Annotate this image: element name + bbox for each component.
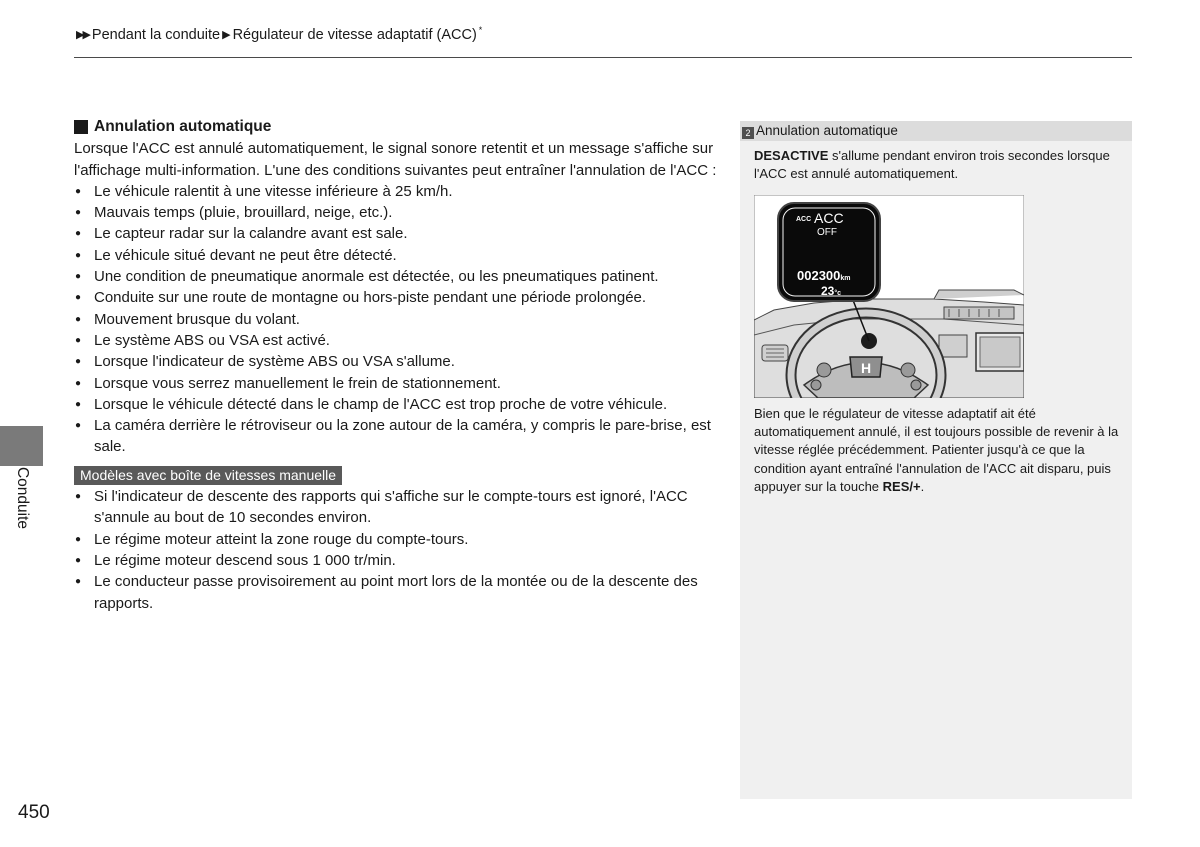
page-number: 450 <box>18 802 50 823</box>
sidebar-note-box <box>740 121 1132 799</box>
resume-note-text: Bien que le régulateur de vitesse adaptatif ait été automatiquement annulé, il est toujours possible de revenir à la vitesse réglée précédemment. Patienter jusqu'à ce que la condition ayant entraîné l'annulation de l'ACC ait disparu, puis appuyer sur la touche <box>754 406 1119 494</box>
list-item: ● Lorsque vous serrez manuellement le frein de stationnement. <box>74 373 718 394</box>
odometer-value: 002300 <box>797 268 841 283</box>
display-odometer <box>797 268 851 283</box>
double-arrow-icon: ▶▶ <box>76 29 89 41</box>
display-acc-large: ACC <box>814 210 844 226</box>
list-item: ● Le régime moteur descend sous 1 000 tr/min. <box>74 550 718 571</box>
list-item: ● Le régime moteur atteint la zone rouge du compte-tours. <box>74 529 718 550</box>
odometer-unit: km <box>840 275 851 282</box>
header-rule <box>74 57 1132 58</box>
main-content <box>74 116 718 614</box>
desactive-keyword: DESACTIVE <box>754 148 829 163</box>
svg-text:H: H <box>860 360 872 376</box>
square-bullet-icon <box>74 120 88 134</box>
list-item: ● La caméra derrière le rétroviseur ou la zone autour de la caméra, y compris le pare-brise, est sale. <box>74 415 718 458</box>
section-title-text: Annulation automatique <box>94 118 272 135</box>
list-item: ● Le véhicule ralentit à une vitesse inférieure à 25 km/h. <box>74 181 718 202</box>
resume-note-end: . <box>920 478 925 494</box>
sidebar-note-text: s'allume pendant environ trois secondes lorsque l'ACC est annulé automatiquement. <box>754 148 1110 181</box>
manual-conditions-list <box>74 486 718 614</box>
display-temperature <box>821 284 841 298</box>
arrow-icon: ▶ <box>222 29 231 41</box>
manual-model-badge: Modèles avec boîte de vitesses manuelle <box>74 466 342 485</box>
intro-paragraph: Lorsque l'ACC est annulé automatiquement, le signal sonore retentit et un message s'affiche sur l'affichage multi-information. L'une des conditions suivantes peut entraîner l'annulation de l'ACC : <box>74 140 717 179</box>
sidebar-heading-text: Annulation automatique <box>756 123 898 138</box>
chapter-tab <box>0 426 43 466</box>
res-plus-keyword: RES/+ <box>882 478 921 494</box>
list-item: ● Une condition de pneumatique anormale est détectée, ou les pneumatiques patinent. <box>74 266 718 287</box>
sidebar-resume-note <box>754 405 1124 496</box>
display-acc-small: ACC <box>796 216 812 223</box>
list-item: ● Mouvement brusque du volant. <box>74 309 718 330</box>
list-item: ● Lorsque l'indicateur de système ABS ou VSA s'allume. <box>74 351 718 372</box>
conditions-list <box>74 181 718 458</box>
chapter-label: Conduite <box>14 466 31 530</box>
reference-marker-icon: 2 <box>742 127 754 139</box>
list-item: ● Lorsque le véhicule détecté dans le champ de l'ACC est trop proche de votre véhicule. <box>74 394 718 415</box>
list-item: ● Si l'indicateur de descente des rapports qui s'affiche sur le compte-tours est ignoré, l'ACC s'annule au bout de 10 secondes environ. <box>74 486 718 529</box>
list-item: ● Le conducteur passe provisoirement au point mort lors de la montée ou de la descente des rapports. <box>74 571 718 614</box>
temperature-value: 23 <box>821 284 835 298</box>
breadcrumb-part-2: Régulateur de vitesse adaptatif (ACC) <box>232 27 477 43</box>
temperature-unit: °c <box>834 290 842 297</box>
dashboard-illustration <box>754 195 1024 398</box>
breadcrumb <box>76 25 482 43</box>
display-off: OFF <box>817 227 837 238</box>
sidebar-heading <box>740 121 1132 141</box>
section-title <box>74 116 718 137</box>
list-item: ● Le système ABS ou VSA est activé. <box>74 330 718 351</box>
list-item: ● Le véhicule situé devant ne peut être détecté. <box>74 245 718 266</box>
list-item: ● Mauvais temps (pluie, brouillard, neige, etc.). <box>74 202 718 223</box>
breadcrumb-asterisk: * <box>478 25 483 35</box>
breadcrumb-part-1: Pendant la conduite <box>91 27 221 43</box>
list-item: ● Le capteur radar sur la calandre avant est sale. <box>74 223 718 244</box>
list-item: ● Conduite sur une route de montagne ou hors-piste pendant une période prolongée. <box>74 287 718 308</box>
sidebar-note <box>754 147 1124 183</box>
